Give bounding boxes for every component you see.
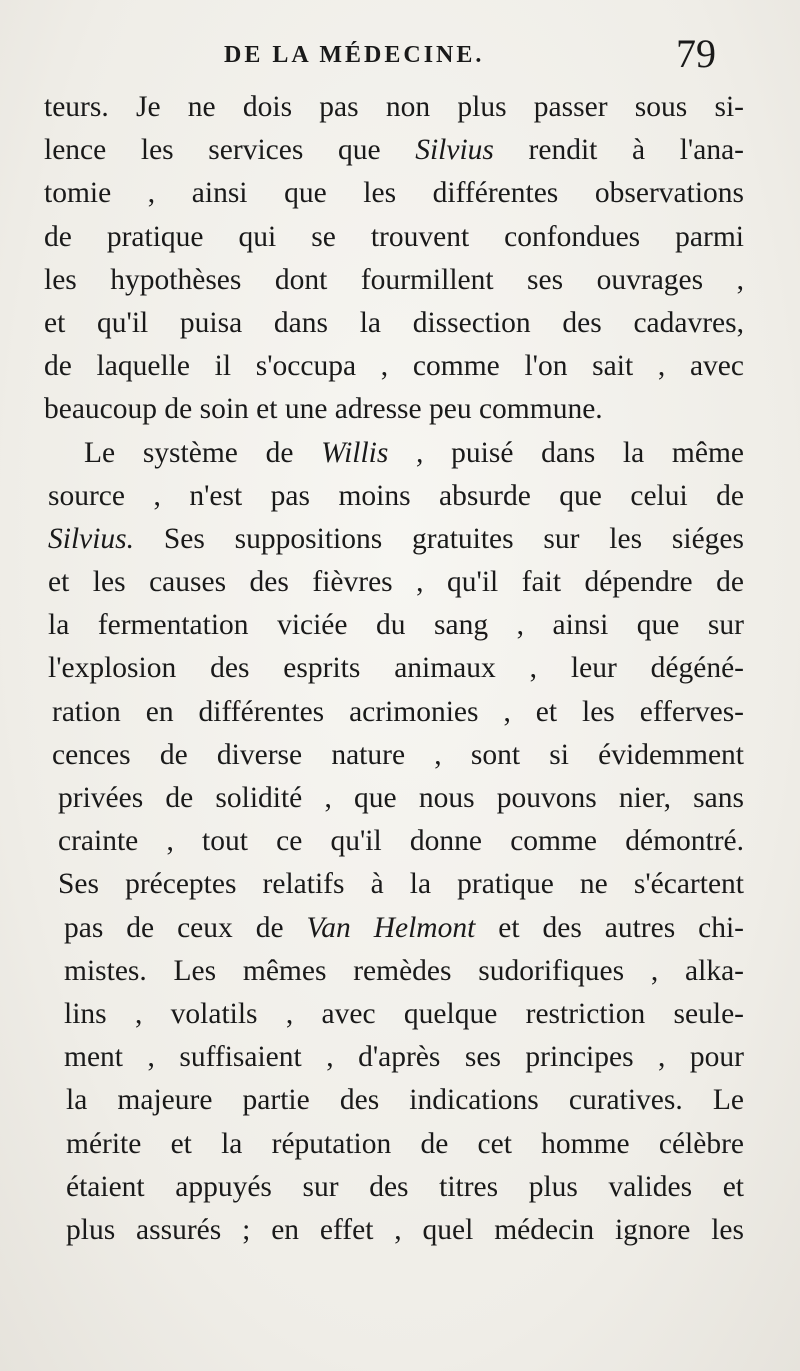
- text-line: [58, 820, 744, 863]
- text-run: et qu'il puisa dans la dissection des cadavres,: [44, 306, 744, 339]
- text-run: pas de ceux de: [64, 911, 307, 944]
- text-line: [44, 216, 744, 259]
- text-line: [44, 388, 744, 431]
- italic-name: Van Helmont: [306, 911, 476, 944]
- text-line: [66, 1079, 744, 1122]
- text-run: la majeure partie des indications curatives. Le: [66, 1084, 744, 1117]
- text-line: [48, 647, 744, 690]
- text-run: mérite et la réputation de cet homme célèbre: [66, 1127, 744, 1160]
- text-line: [64, 950, 744, 993]
- text-run: puisé dans la même: [423, 436, 744, 469]
- text-run: ration en différentes acrimonies , et les efferves-: [52, 695, 744, 728]
- text-line: [48, 475, 744, 518]
- text-line: [64, 907, 744, 950]
- italic-name: Silvius.: [48, 522, 135, 555]
- text-run: crainte , tout ce qu'il donne comme démontré.: [58, 825, 744, 858]
- text-line: [66, 1166, 744, 1209]
- text-line: [64, 1036, 744, 1079]
- text-line: [48, 604, 744, 647]
- text-run: de pratique qui se trouvent confondues parmi: [44, 220, 744, 253]
- running-head: DE LA MÉDECINE.: [224, 42, 485, 68]
- text-run: privées de solidité , que nous pouvons nier, sans: [58, 782, 744, 814]
- text-run: source , n'est pas moins absurde que celui de: [48, 479, 744, 512]
- text-run: de laquelle il s'occupa , comme l'on sait , avec: [44, 350, 744, 383]
- text-run: cences de diverse nature , sont si évidemment: [52, 738, 744, 771]
- text-line: [66, 1209, 744, 1252]
- body-text: [44, 86, 744, 1252]
- text-line: [44, 129, 744, 172]
- text-line: [64, 993, 744, 1036]
- text-run: tomie , ainsi que les différentes observations: [44, 177, 744, 210]
- text-run: et des autres chi-: [475, 911, 745, 944]
- text-line: [44, 345, 744, 388]
- text-run: l'explosion des esprits animaux , leur dégéné-: [48, 652, 744, 685]
- text-line: [66, 1123, 744, 1166]
- text-run: Ses suppositions gratuites sur les siéges: [134, 522, 744, 555]
- text-run: lence les services que: [44, 134, 416, 167]
- text-line: [44, 86, 744, 129]
- text-run: teurs. Je ne dois pas non plus passer sous si-: [44, 91, 744, 123]
- text-run: étaient appuyés sur des titres plus valides et: [66, 1170, 744, 1203]
- page-number: 79: [676, 31, 716, 76]
- text-run: ment , suffisaient , d'après ses principes , pour: [64, 1041, 744, 1074]
- text-run: beaucoup de soin et une adresse peu commune.: [44, 393, 603, 426]
- text-run: Ses préceptes relatifs à la pratique ne s'écartent: [58, 868, 744, 901]
- text-run: mistes. Les mêmes remèdes sudorifiques , alka-: [64, 954, 744, 987]
- text-run: la fermentation viciée du sang , ainsi que sur: [48, 609, 744, 642]
- text-line: [44, 302, 744, 345]
- text-run: et les causes des fièvres , qu'il fait dépendre de: [48, 566, 744, 599]
- text-line: [58, 777, 744, 820]
- text-run: lins , volatils , avec quelque restriction seule-: [64, 997, 744, 1030]
- text-run: rendit à l'ana-: [493, 134, 744, 167]
- text-line: [48, 518, 744, 561]
- text-line: [44, 259, 744, 302]
- text-line: [48, 432, 744, 475]
- italic-name: Silvius: [415, 134, 494, 167]
- text-line: [52, 691, 744, 734]
- text-run: les hypothèses dont fourmillent ses ouvrages ,: [44, 263, 744, 296]
- text-line: [58, 863, 744, 906]
- text-run: Le système de: [84, 436, 322, 469]
- text-line: [44, 172, 744, 215]
- text-line: [52, 734, 744, 777]
- text-run: plus assurés ; en effet , quel médecin ignore les: [66, 1213, 744, 1246]
- italic-name: Willis ,: [321, 436, 424, 469]
- text-line: [48, 561, 744, 604]
